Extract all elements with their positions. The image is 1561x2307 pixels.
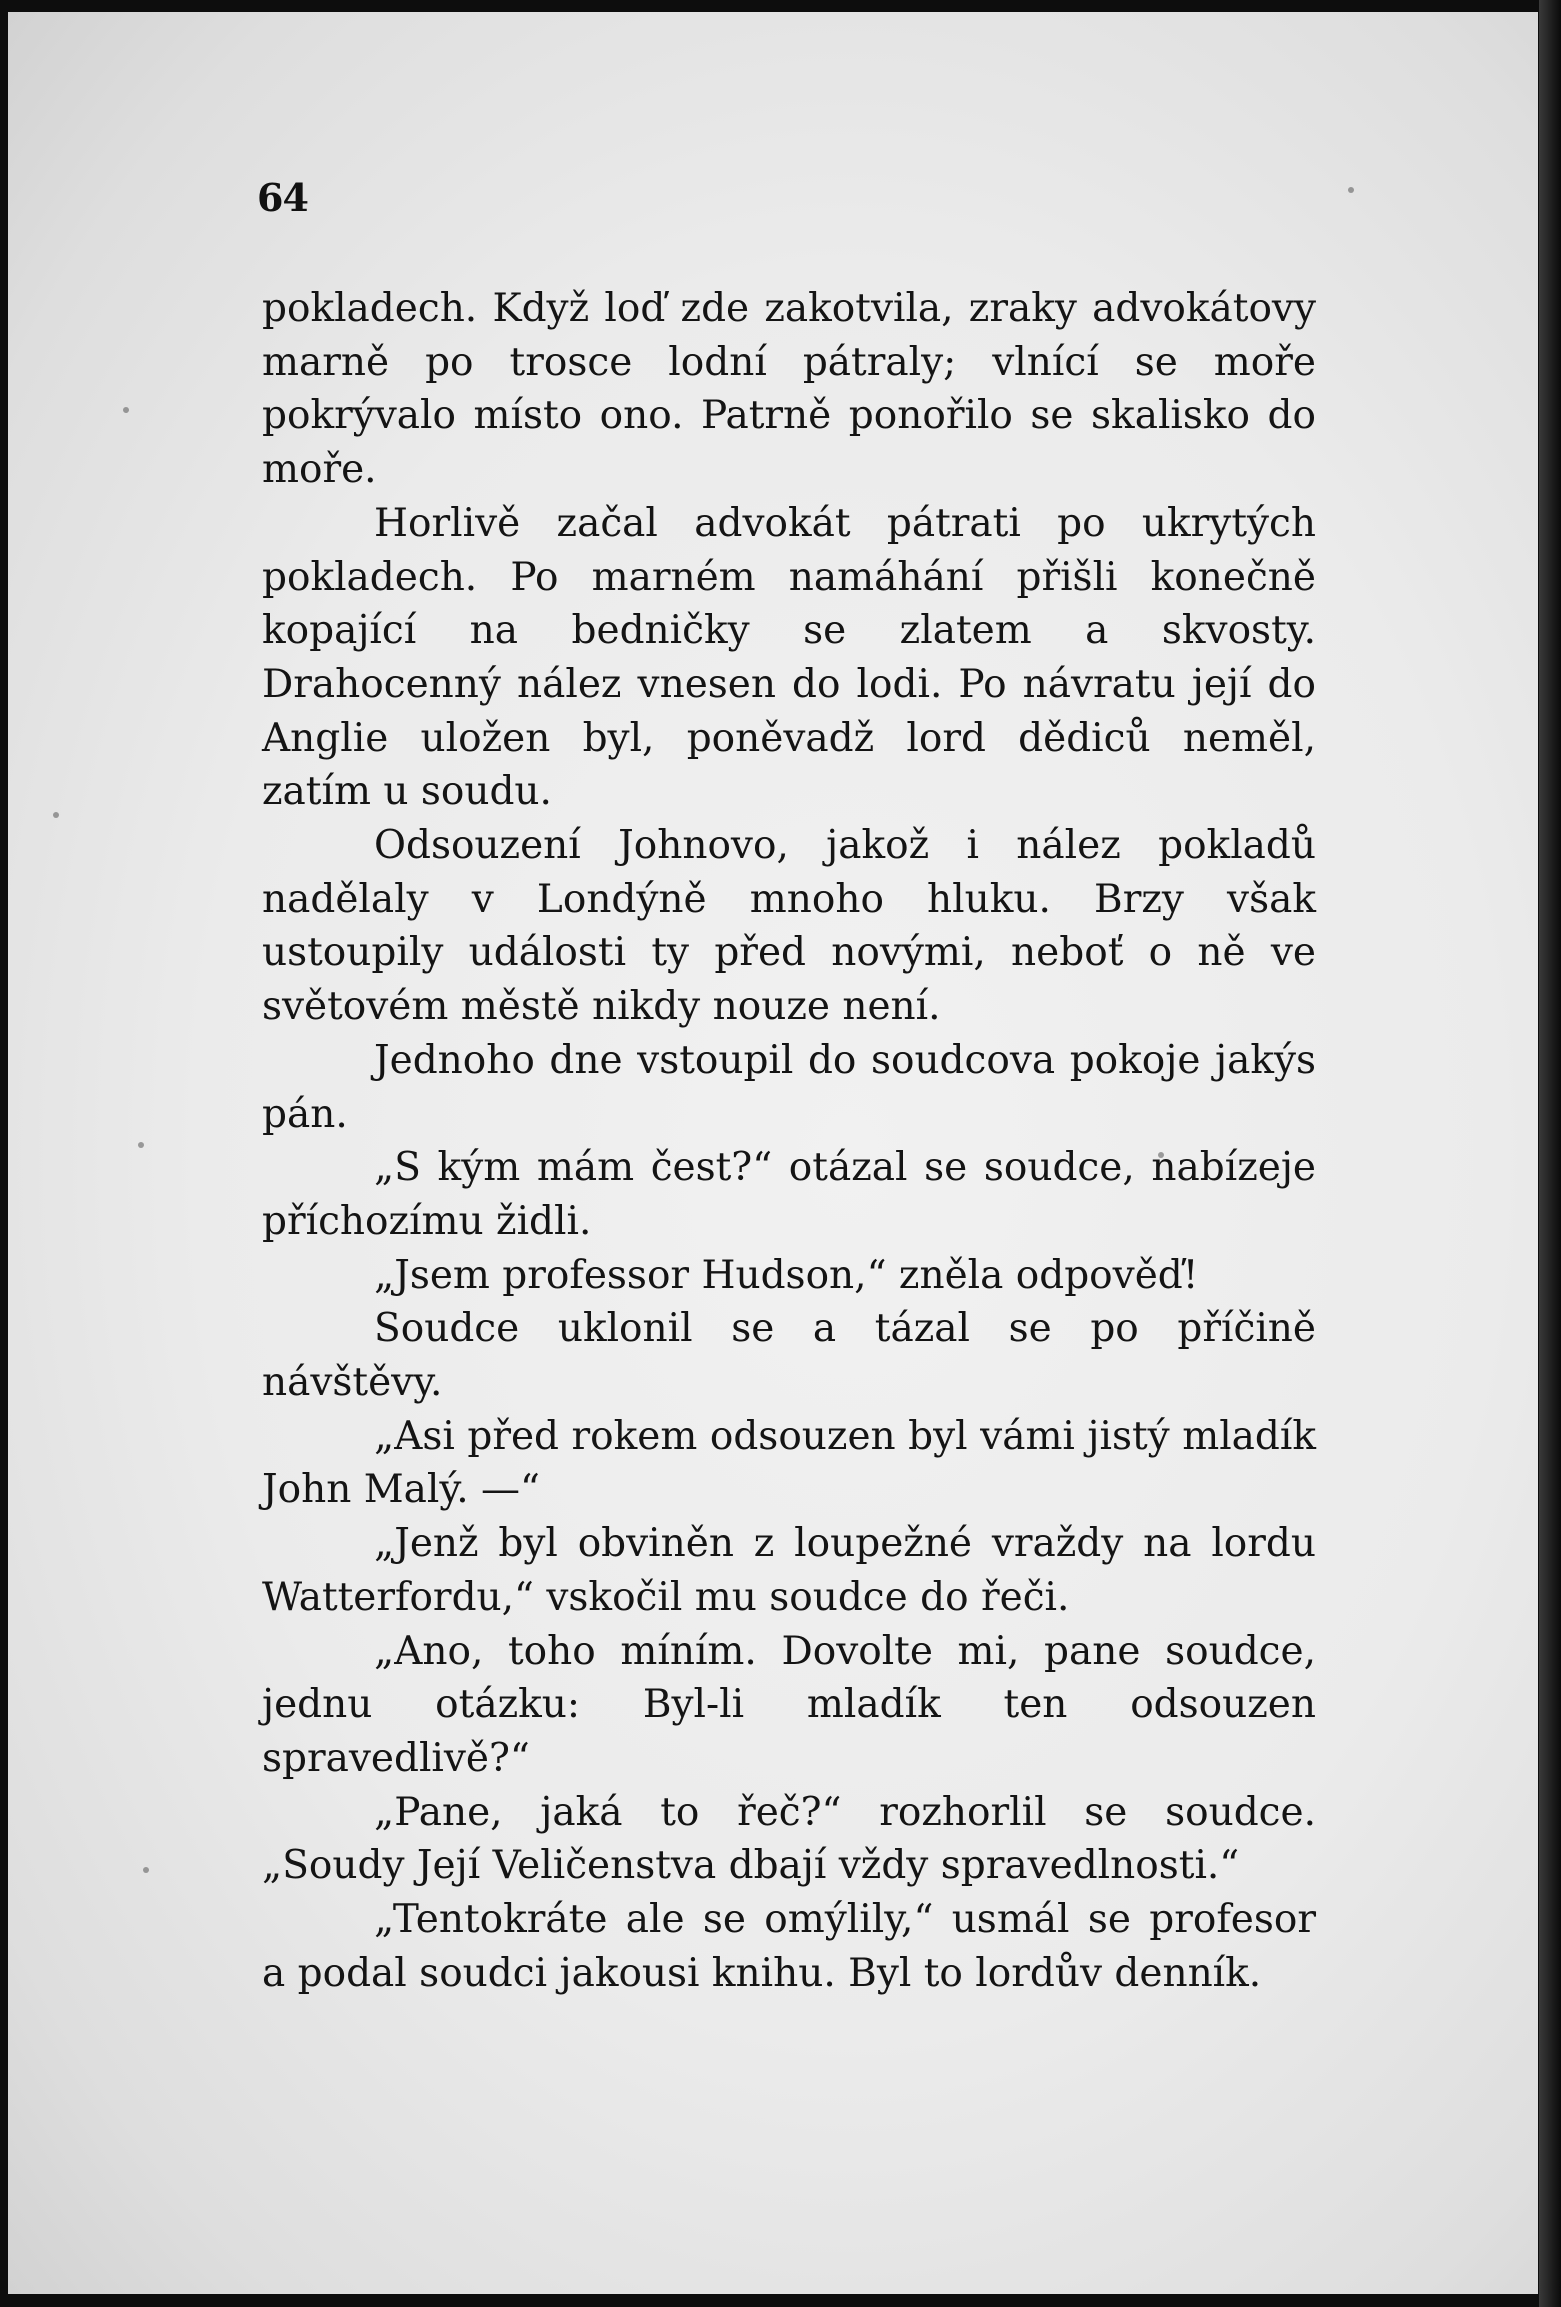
paragraph: Jednoho dne vstoupil do soudcova pokoje jakýs pán. <box>262 1037 1316 1137</box>
paragraph: „Jsem professor Hudson,“ zněla odpověď! <box>374 1252 1199 1298</box>
paper-speck <box>143 1867 149 1873</box>
paragraph: „Tentokráte ale se omýlily,“ usmál se profesor a podal soudci jakousi knihu. Byl to lordův denník. <box>262 1897 1316 1996</box>
page-edge-shadow <box>1539 0 1561 2307</box>
paper-speck <box>138 1142 144 1148</box>
page-number: 64 <box>257 175 308 220</box>
paper-speck <box>1348 187 1354 193</box>
paragraph: „S kým mám čest?“ otázal se soudce, nabízeje příchozímu židli. <box>262 1145 1316 1244</box>
body-text <box>262 282 1316 2001</box>
paper-speck <box>123 407 129 413</box>
paragraph: „Asi před rokem odsouzen byl vámi jistý mladík John Malý. —“ <box>262 1413 1316 1513</box>
paragraph: Odsouzení Johnovo, jakož i nález pokladů nadělaly v Londýně mnoho hluku. Brzy však ustoupily události ty před novými, neboť o ně ve světovém městě nikdy nouze není. <box>262 823 1316 1030</box>
paragraph: Horlivě začal advokát pátrati po ukrytých pokladech. Po marném namáhání přišli konečně kopající na bedničky se zlatem a skvosty. Drahocenný nález vnesen do lodi. Po návratu její do Anglie uložen byl, poněvadž lord dědiců neměl, zatím u soudu. <box>262 500 1316 815</box>
paragraph: „Ano, toho míním. Dovolte mi, pane soudce, jednu otázku: Byl-li mladík ten odsouzen spravedlivě?“ <box>262 1628 1316 1781</box>
paragraph: Soudce uklonil se a tázal se po příčině návštěvy. <box>262 1306 1316 1406</box>
paragraph: „Pane, jaká to řeč?“ rozhorlil se soudce. „Soudy Její Veličenstva dbají vždy spravedlnosti.“ <box>262 1789 1316 1889</box>
paper-speck <box>53 812 59 818</box>
paragraph: „Jenž byl obviněn z loupežné vraždy na lordu Watterfordu,“ vskočil mu soudce do řeči. <box>262 1521 1316 1620</box>
paragraph: pokladech. Když loď zde zakotvila, zraky advokátovy marně po trosce lodní pátraly; vlnící se moře pokrývalo místo ono. Patrně ponořilo se skalisko do moře. <box>262 286 1316 493</box>
